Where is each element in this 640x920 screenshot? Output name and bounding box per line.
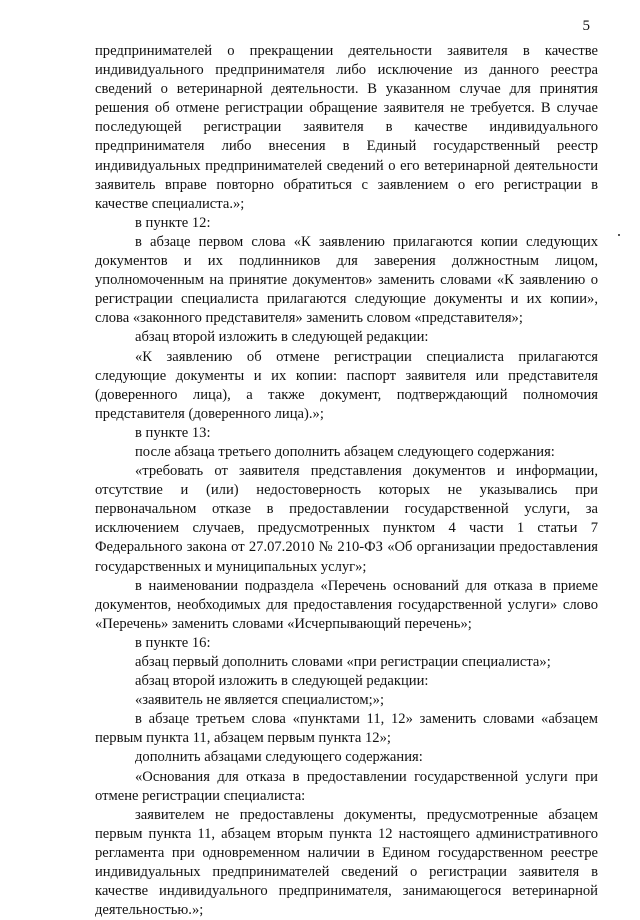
paragraph-second-abzac-instruction: абзац второй изложить в следующей редакции: — [135, 329, 429, 346]
paragraph-cancellation-documents: «К заявлению об отмене регистрации специалиста прилагаются следующие документы и их копии: паспорт заявителя или представителя (доверенного лица), а также документ, подтверждающий полномочия представителя (доверенного лица).»; — [95, 348, 598, 422]
paragraph-add-abzac-instruction: после абзаца третьего дополнить абзацем следующего содержания: — [135, 443, 555, 460]
paragraph-require-documents: «требовать от заявителя представления документов и информации, отсутствие и (или) недостоверность которых не указывались при первоначальном отказе в предоставлении государственной услуги, за исключением случаев, предусмотренных пунктом 4 части 1 статьи 7 Федерального закона от 27.07.2010 № 210-ФЗ «Об организации предоставления государственных и муниципальных услуг»; — [95, 463, 598, 575]
paragraph-documents-not-provided: заявителем не предоставлены документы, предусмотренные абзацем первым пункта 11, абзацем вторым пункта 12 настоящего административного регламента при одновременном наличии в Едином государственном реестре индивидуальных предпринимателей сведений о регистрации заявителя в качестве индивидуального предпринимателя, занимающегося ветеринарной деятельностью.»; — [95, 806, 598, 919]
scan-speck — [618, 234, 620, 236]
paragraph-first-abzac-supplement: абзац первый дополнить словами «при регистрации специалиста»; — [135, 654, 551, 670]
paragraph-continuation: предпринимателей о прекращении деятельности заявителя в качестве индивидуального предпринимателя либо исключение из данного реестра сведений о ветеринарной деятельности. В указанном случае для принятия решения об отмене регистрации обращение заявителя не требуется. В случае последующей регистрации заявителя в качестве индивидуального предпринимателя либо внесения в Единый государственный реестр индивидуальных предпринимателей сведений о его ветеринарной деятельности заявитель вправе повторно обратиться с заявлением о его регистрации в качестве специалиста.»; — [95, 43, 598, 212]
paragraph-point-12-first-abzac: в абзаце первом слова «К заявлению прилагаются копии следующих документов и их подлинников для заверения должностным лицом, уполномоченным на принятие документов» заменить словами «К заявлению о регистрации специалиста прилагаются следующие документы и их копии», слова «законного представителя» заменить словом «представителя»; — [95, 233, 598, 327]
paragraph-third-abzac-edit: в абзаце третьем слова «пунктами 11, 12» заменить словами «абзацем первым пункта 11, абзацем первым пункта 12»; — [95, 711, 598, 747]
paragraph-point-12-heading: в пункте 12: — [135, 214, 211, 231]
paragraph-not-specialist: «заявитель не является специалистом;»; — [135, 692, 385, 709]
paragraph-subsection-title-change: в наименовании подраздела «Перечень оснований для отказа в приеме документов, необходимых для предоставления государственной услуги» слово «Перечень» заменить словами «Исчерпывающий перечень»; — [95, 577, 598, 632]
paragraph-refusal-grounds: «Основания для отказа в предоставлении государственной услуги при отмене регистрации специалиста: — [95, 768, 598, 804]
paragraph-add-abzacs: дополнить абзацами следующего содержания: — [135, 749, 423, 766]
page-number: 5 — [582, 18, 590, 34]
paragraph-point-16-heading: в пункте 16: — [135, 634, 211, 651]
paragraph-point-13-heading: в пункте 13: — [135, 424, 211, 441]
document-body — [95, 42, 598, 920]
paragraph-second-abzac-edit: абзац второй изложить в следующей редакции: — [135, 673, 429, 690]
